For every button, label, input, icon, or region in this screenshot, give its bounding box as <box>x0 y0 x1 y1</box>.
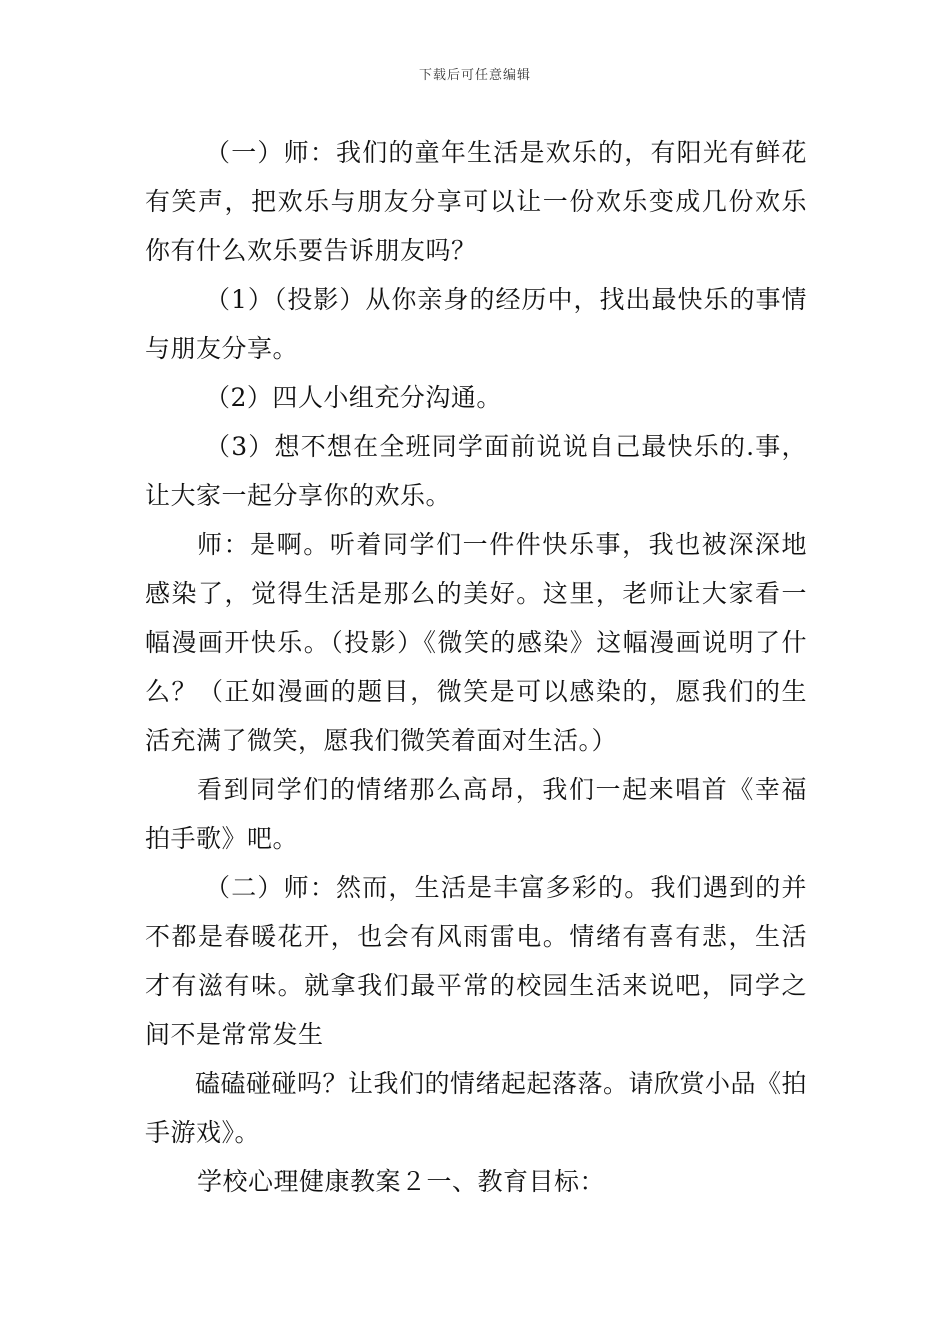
paragraph-4: （3）想不想在全班同学面前说说自己最快乐的.事，让大家一起分享你的欢乐。 <box>145 432 807 510</box>
page-header: 下载后可任意编辑 <box>418 68 531 83</box>
paragraph-3: （2）四人小组充分沟通。 <box>205 383 502 412</box>
paragraph-9: 学校心理健康教案２一、教育目标： <box>197 1167 606 1196</box>
paragraph-7: （二）师：然而，生活是丰富多彩的。我们遇到的并不都是春暖花开，也会有风雨雷电。情绪有喜有悲，生活才有滋有味。就拿我们最平常的校园生活来说吧，同学之间不是常常发生 <box>145 873 807 1049</box>
document-body <box>145 128 807 1206</box>
paragraph-8: 磕磕碰碰吗？让我们的情绪起起落落。请欣赏小品《拍手游戏》。 <box>145 1069 808 1147</box>
paragraph-1: （一）师：我们的童年生活是欢乐的，有阳光有鲜花有笑声，把欢乐与朋友分享可以让一份欢乐变成几份欢乐你有什么欢乐要告诉朋友吗？ <box>145 138 807 265</box>
paragraph-2: （1）（投影）从你亲身的经历中，找出最快乐的事情与朋友分享。 <box>145 285 807 363</box>
paragraph-6: 看到同学们的情绪那么高昂，我们一起来唱首《幸福拍手歌》吧。 <box>145 775 807 853</box>
paragraph-5: 师：是啊。听着同学们一件件快乐事，我也被深深地感染了，觉得生活是那么的美好。这里，老师让大家看一幅漫画开快乐。（投影）《微笑的感染》这幅漫画说明了什么？（正如漫画的题目，微笑是可以感染的，愿我们的生活充满了微笑，愿我们微笑着面对生活。） <box>145 530 807 755</box>
